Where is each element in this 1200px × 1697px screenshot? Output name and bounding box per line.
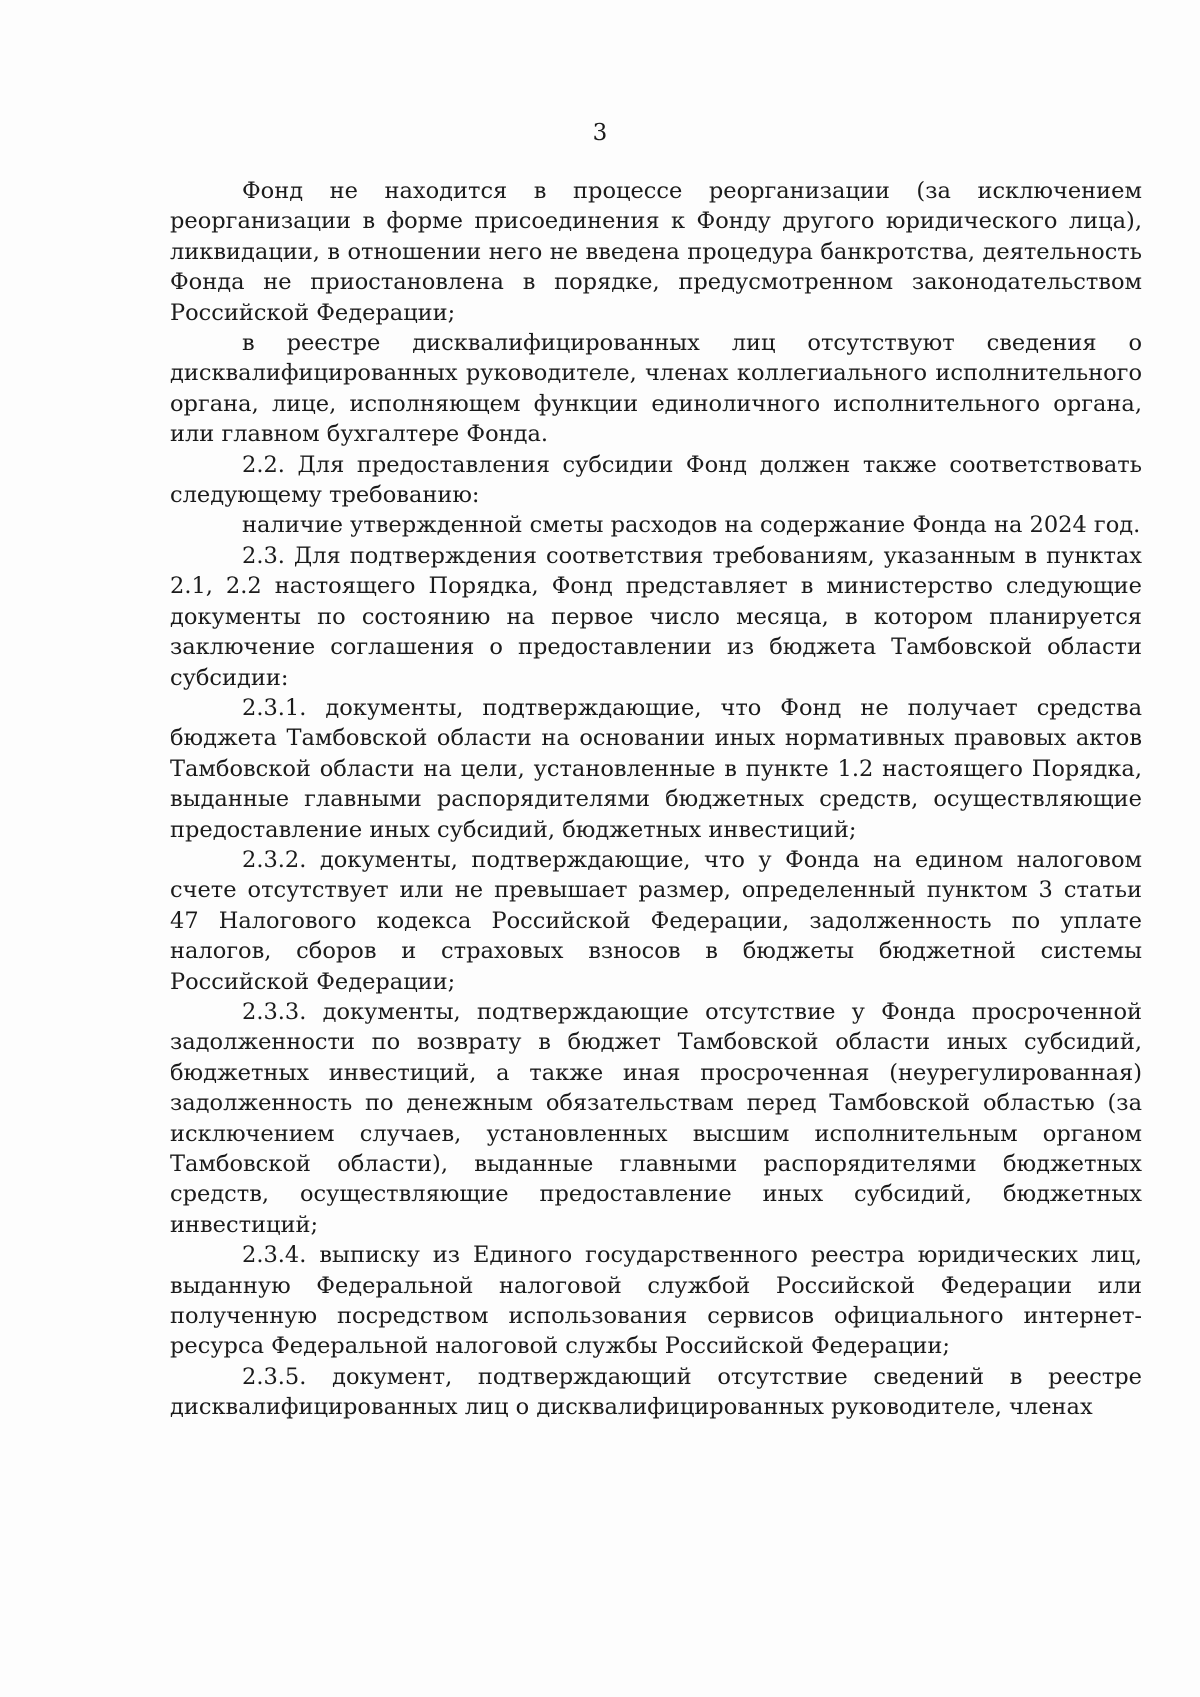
paragraph-budget-estimate: наличие утвержденной сметы расходов на содержание Фонда на 2024 год. [242,512,1141,539]
paragraph-2-3-4: 2.3.4. выписку из Единого государственного реестра юридических лиц, выданную Федеральной налоговой службой Российской Федерации или полученную посредством использования сервисов официального интернет-ресурса Федеральной налоговой службы Российской Федерации; [170,1242,1142,1360]
paragraph-fund-status: Фонд не находится в процессе реорганизации (за исключением реорганизации в форме присоединения к Фонду другого юридического лица), ликвидации, в отношении него не введена процедура банкротства, деятельность Фонда не приостановлена в порядке, предусмотренном законодательством Российской Федерации; [170,178,1142,326]
paragraph-2-3-5: 2.3.5. документ, подтверждающий отсутствие сведений в реестре дисквалифицированных лиц о дисквалифицированных руководителе, членах [170,1363,1142,1421]
page-number: 3 [592,120,608,146]
paragraph-disqualified-registry: в реестре дисквалифицированных лиц отсутствуют сведения о дисквалифицированных руководителе, членах коллегиального исполнительного органа, лице, исполняющем функции единоличного исполнительного органа, или главном бухгалтере Фонда. [170,330,1142,448]
paragraph-2-3-3: 2.3.3. документы, подтверждающие отсутствие у Фонда просроченной задолженности по возврату в бюджет Тамбовской области иных субсидий, бюджетных инвестиций, а также иная просроченная (неурегулированная) задолженность по денежным обязательствам перед Тамбовской областью (за исключением случаев, установленных высшим исполнительным органом Тамбовской области), выданные главными распорядителями бюджетных средств, осуществляющие предоставление иных субсидий, бюджетных инвестиций; [170,998,1142,1238]
document-body [170,176,1142,1423]
paragraph-2-3-2: 2.3.2. документы, подтверждающие, что у Фонда на едином налоговом счете отсутствует или не превышает размер, определенный пунктом 3 статьи 47 Налогового кодекса Российской Федерации, задолженность по уплате налогов, сборов и страховых взносов в бюджеты бюджетной системы Российской Федерации; [170,846,1142,995]
paragraph-2-3: 2.3. Для подтверждения соответствия требованиям, указанным в пунктах 2.1, 2.2 настоящего Порядка, Фонд представляет в министерство следующие документы по состоянию на первое число месяца, в котором планируется заключение соглашения о предоставлении из бюджета Тамбовской области субсидии: [170,542,1142,691]
paragraph-2-2: 2.2. Для предоставления субсидии Фонд должен также соответствовать следующему требованию: [170,451,1142,509]
paragraph-2-3-1: 2.3.1. документы, подтверждающие, что Фонд не получает средства бюджета Тамбовской области на основании иных нормативных правовых актов Тамбовской области на цели, установленные в пункте 1.2 настоящего Порядка, выданные главными распорядителями бюджетных средств, осуществляющие предоставление иных субсидий, бюджетных инвестиций; [170,694,1142,843]
